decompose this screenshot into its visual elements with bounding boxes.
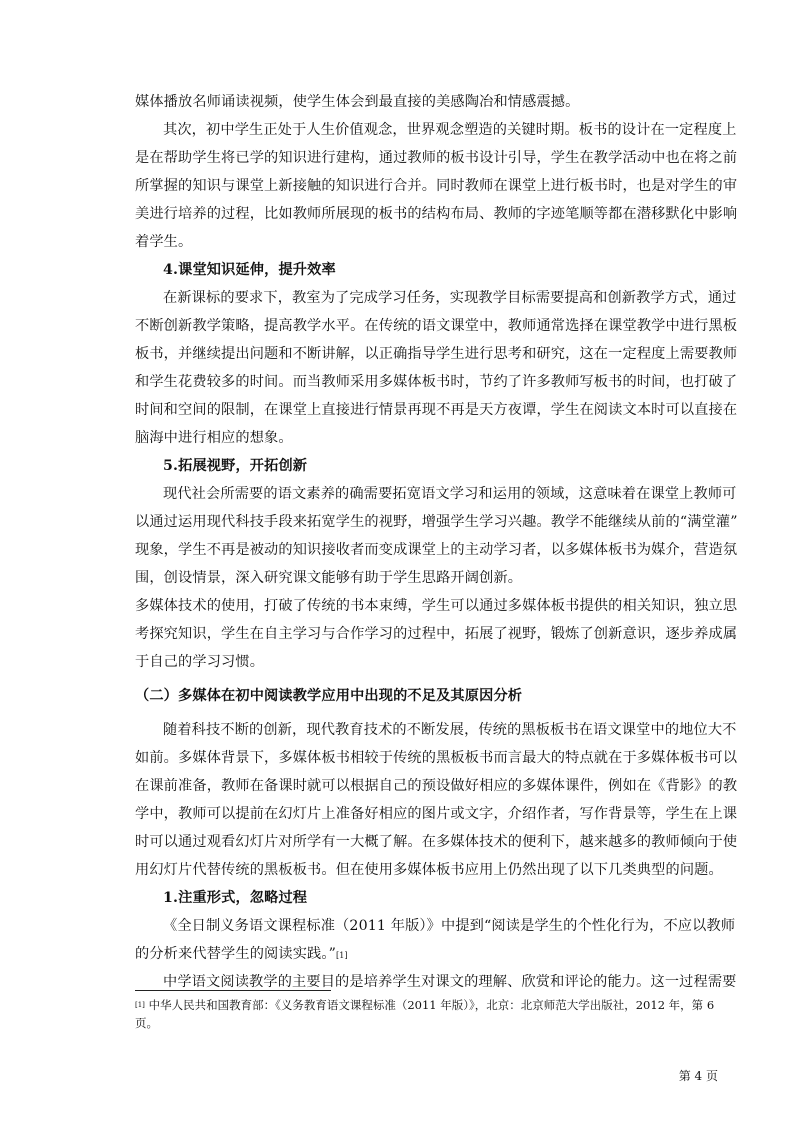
section-heading: （二）多媒体在初中阅读教学应用中出现的不足及其原因分析	[135, 688, 523, 704]
paragraph-line: 媒体播放名师诵读视频，使学生体会到最直接的美感陶冶和情感震撼。	[135, 94, 580, 110]
paragraph-line: 中学语文阅读教学的主要目的是培养学生对课文的理解、欣赏和评论的能力。这一过程需要	[163, 974, 737, 990]
paragraph-line: 在新课标的要求下，教室为了完成学习任务，实现教学目标需要提高和创新教学方式，通过	[163, 290, 737, 306]
paragraph-line: 用幻灯片代替传统的黑板板书。但在使用多媒体板书应用上仍然出现了以下几类典型的问题。	[135, 862, 723, 878]
paragraph-line	[135, 940, 723, 968]
paragraph-line: 美进行培养的过程，比如教师所展现的板书的结构布局、教师的字迹笔顺等都在潜移默化中影响	[135, 206, 738, 222]
footnote-reference[interactable]: [1]	[336, 951, 348, 960]
paragraph-line: 脑海中进行相应的想象。	[135, 430, 293, 446]
paragraph-line: 在课前准备，教师在备课时就可以根据自己的预设做好相应的多媒体课件，例如在《背影》的教	[135, 778, 738, 794]
paragraph-line: 现代社会所需要的语文素养的确需要拓宽语文学习和运用的领域，这意味着在课堂上教师可	[163, 486, 737, 502]
paragraph-line: 多媒体技术的使用，打破了传统的书本束缚，学生可以通过多媒体板书提供的相关知识，独立思	[135, 598, 738, 614]
paragraph-line: 围，创设情景，深入研究课文能够有助于学生思路开阔创新。	[135, 570, 523, 586]
paragraph-line: 是在帮助学生将已学的知识进行建构，通过教师的板书设计引导，学生在教学活动中也在将之前	[135, 150, 738, 166]
quote-text: 的分析来代替学生的阅读实践。”	[135, 946, 337, 962]
footnote-divider	[135, 990, 331, 991]
page-number: 第 4 页	[678, 1069, 718, 1083]
paragraph-line: 所掌握的知识与课堂上新接触的知识进行合并。同时教师在课堂上进行板书时，也是对学生的审	[135, 178, 738, 194]
footnote-mark: [1]	[135, 1001, 145, 1009]
paragraph-line: 着学生。	[135, 234, 193, 250]
paragraph-line: 板书，并继续提出问题和不断讲解，以正确指导学生进行思考和研究，这在一定程度上需要教师	[135, 346, 738, 362]
paragraph-line: 其次，初中学生正处于人生价值观念，世界观念塑造的关键时期。板书的设计在一定程度上	[163, 122, 737, 138]
document-body	[135, 88, 738, 996]
paragraph-line: 考探究知识，学生在自主学习与合作学习的过程中，拓展了视野，锻炼了创新意识，逐步养成属	[135, 626, 738, 642]
subsection-heading: 4.课堂知识延伸，提升效率	[163, 262, 336, 278]
subsection-heading: 5.拓展视野，开拓创新	[163, 458, 308, 474]
paragraph-line: 时可以通过观看幻灯片对所学有一大概了解。在多媒体技术的便利下，越来越多的教师倾向于使	[135, 834, 738, 850]
paragraph-line: 随着科技不断的创新，现代教育技术的不断发展，传统的黑板板书在语文课堂中的地位大不	[163, 722, 737, 738]
paragraph-line: 《全日制义务语文课程标准（2011 年版）》中提到“阅读是学生的个性化行为，不应以教师	[163, 918, 736, 934]
paragraph-line: 现象，学生不再是被动的知识接收者而变成课堂上的主动学习者，以多媒体板书为媒介，营造氛	[135, 542, 738, 558]
footnote	[135, 996, 725, 1032]
paragraph-line: 如前。多媒体背景下，多媒体板书相较于传统的黑板板书而言最大的特点就在于多媒体板书可以	[135, 750, 738, 766]
footnote-text: 中华人民共和国教育部：《义务教育语文课程标准（2011 年版）》，北京：北京师范大学出版社，2012 年，第 6 页。	[135, 998, 715, 1030]
paragraph-line: 不断创新教学策略，提高教学水平。在传统的语文课堂中，教师通常选择在课堂教学中进行黑板	[135, 318, 738, 334]
paragraph-line: 以通过运用现代科技手段来拓宽学生的视野，增强学生学习兴趣。教学不能继续从前的“满堂灌”	[135, 514, 738, 530]
paragraph-line: 和学生花费较多的时间。而当教师采用多媒体板书时，节约了许多教师写板书的时间，也打破了	[135, 374, 738, 390]
paragraph-line: 于自己的学习习惯。	[135, 654, 265, 670]
paragraph-line: 时间和空间的限制，在课堂上直接进行情景再现不再是天方夜谭，学生在阅读文本时可以直接在	[135, 402, 738, 418]
subsection-heading: 1.注重形式，忽略过程	[163, 890, 308, 906]
paragraph-line: 学中，教师可以提前在幻灯片上准备好相应的图片或文字，介绍作者，写作背景等，学生在上课	[135, 806, 738, 822]
